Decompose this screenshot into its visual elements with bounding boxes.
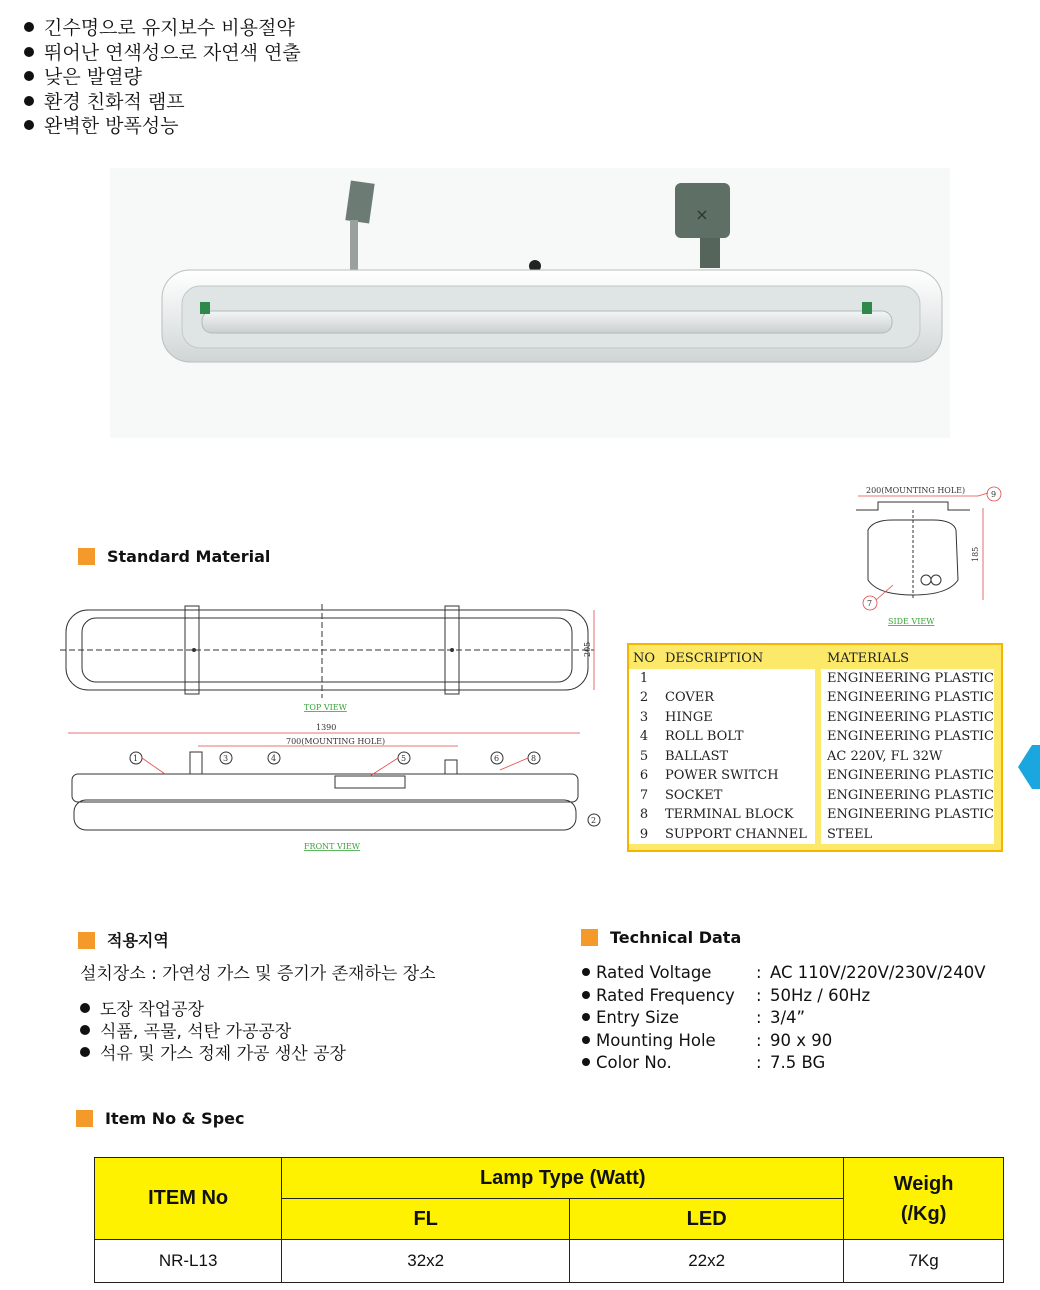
- bullet-icon: [582, 1013, 590, 1021]
- callout-label: 7: [867, 599, 873, 608]
- bullet-icon: [582, 1036, 590, 1044]
- fl-cell: 32x2: [282, 1240, 570, 1283]
- table-row: 1 ENGINEERING PLASTIC: [629, 669, 994, 689]
- weigh-header: Weigh (/Kg): [844, 1158, 1004, 1240]
- section-square-icon: [581, 929, 598, 946]
- table-row: 3 HINGE ENGINEERING PLASTIC: [629, 708, 994, 728]
- list-item: Mounting Hole : 90 x 90: [582, 1030, 986, 1053]
- list-item: Rated Frequency : 50Hz / 60Hz: [582, 985, 986, 1008]
- section-square-icon: [78, 548, 95, 565]
- item-spec-title: Item No & Spec: [76, 1109, 244, 1128]
- feature-item: 완벽한 방폭성능: [24, 114, 301, 139]
- list-item: 석유 및 가스 정제 가공 생산 공장: [80, 1043, 346, 1065]
- list-item: 식품, 곡물, 석탄 가공공장: [80, 1021, 346, 1043]
- callout-label: 8: [531, 754, 537, 763]
- table-row: 5 BALLAST AC 220V, FL 32W: [629, 747, 994, 767]
- col-description-header: DESCRIPTION: [665, 651, 764, 667]
- table-row: [95, 1240, 1004, 1283]
- col-no-header: NO: [632, 651, 656, 667]
- callout-label: 5: [401, 754, 407, 763]
- bullet-icon: [582, 1058, 590, 1066]
- lamp-type-header: Lamp Type (Watt): [282, 1158, 844, 1199]
- table-row: 8 TERMINAL BLOCK ENGINEERING PLASTIC: [629, 805, 994, 825]
- technical-data-list: [582, 962, 986, 1075]
- svg-text:×: ×: [695, 205, 709, 224]
- page-tab-arrow[interactable]: [1018, 745, 1040, 789]
- feature-item: 낮은 발열량: [24, 65, 301, 90]
- feature-item: 긴수명으로 유지보수 비용절약: [24, 16, 301, 41]
- bullet-icon: [24, 47, 34, 57]
- table-row: 9 SUPPORT CHANNEL STEEL: [629, 825, 994, 845]
- technical-data-title: Technical Data: [581, 928, 741, 947]
- list-item: Color No. : 7.5 BG: [582, 1052, 986, 1075]
- callout-label: 9: [991, 490, 997, 499]
- dim-length: 1390: [316, 723, 337, 732]
- bullet-icon: [80, 1025, 90, 1035]
- led-header: LED: [570, 1199, 844, 1240]
- callout-label: 4: [271, 754, 277, 763]
- product-photo: [110, 168, 950, 438]
- bullet-icon: [24, 120, 34, 130]
- weight-cell: 7Kg: [844, 1240, 1004, 1283]
- section-square-icon: [76, 1110, 93, 1127]
- region-list: [80, 999, 346, 1065]
- list-item: Rated Voltage : AC 110V/220V/230V/240V: [582, 962, 986, 985]
- callout-label: 1: [133, 754, 139, 763]
- materials-header-row: [629, 645, 994, 669]
- dim-mounting-hole-top: 200(MOUNTING HOLE): [866, 486, 966, 495]
- table-row: 4 ROLL BOLT ENGINEERING PLASTIC: [629, 727, 994, 747]
- top-view-label: TOP VIEW: [304, 703, 347, 712]
- spec-table: [94, 1157, 1004, 1283]
- lamp-fixture-image: [110, 168, 950, 438]
- spec-header-row: [95, 1158, 1004, 1199]
- list-item: 도장 작업공장: [80, 999, 346, 1021]
- top-front-view-drawing: [60, 600, 605, 855]
- bullet-icon: [80, 1003, 90, 1013]
- fl-header: FL: [282, 1199, 570, 1240]
- bullet-icon: [24, 22, 34, 32]
- bullet-icon: [582, 991, 590, 999]
- section-square-icon: [78, 932, 95, 949]
- item-no-cell: NR-L13: [95, 1240, 282, 1283]
- region-title: 적용지역: [78, 928, 169, 951]
- dim-height: 185: [971, 546, 980, 562]
- callout-label: 3: [223, 754, 229, 763]
- callout-label: 2: [591, 816, 597, 825]
- list-item: Entry Size : 3/4”: [582, 1007, 986, 1030]
- bullet-icon: [24, 96, 34, 106]
- item-no-header: ITEM No: [95, 1158, 282, 1240]
- materials-table-box: [627, 643, 1003, 852]
- col-materials-header: MATERIALS: [827, 651, 909, 667]
- table-row: 6 POWER SWITCH ENGINEERING PLASTIC: [629, 766, 994, 786]
- bullet-icon: [80, 1047, 90, 1057]
- side-view-label: SIDE VIEW: [888, 617, 935, 626]
- dim-width: 205: [583, 641, 592, 657]
- feature-list: [24, 16, 301, 139]
- table-row: 2 COVER ENGINEERING PLASTIC: [629, 688, 994, 708]
- install-location: 설치장소 : 가연성 가스 및 증기가 존재하는 장소: [80, 964, 436, 984]
- bullet-icon: [24, 71, 34, 81]
- side-view-drawing: [848, 480, 1018, 630]
- led-cell: 22x2: [570, 1240, 844, 1283]
- feature-item: 뛰어난 연색성으로 자연색 연출: [24, 41, 301, 66]
- front-view-label: FRONT VIEW: [304, 842, 361, 851]
- bullet-icon: [582, 968, 590, 976]
- callout-label: 6: [494, 754, 500, 763]
- standard-material-title: Standard Material: [78, 547, 270, 566]
- table-row: 7 SOCKET ENGINEERING PLASTIC: [629, 786, 994, 806]
- dim-mounting-hole-front: 700(MOUNTING HOLE): [286, 737, 386, 746]
- feature-item: 환경 친화적 램프: [24, 90, 301, 115]
- materials-table: [629, 645, 994, 844]
